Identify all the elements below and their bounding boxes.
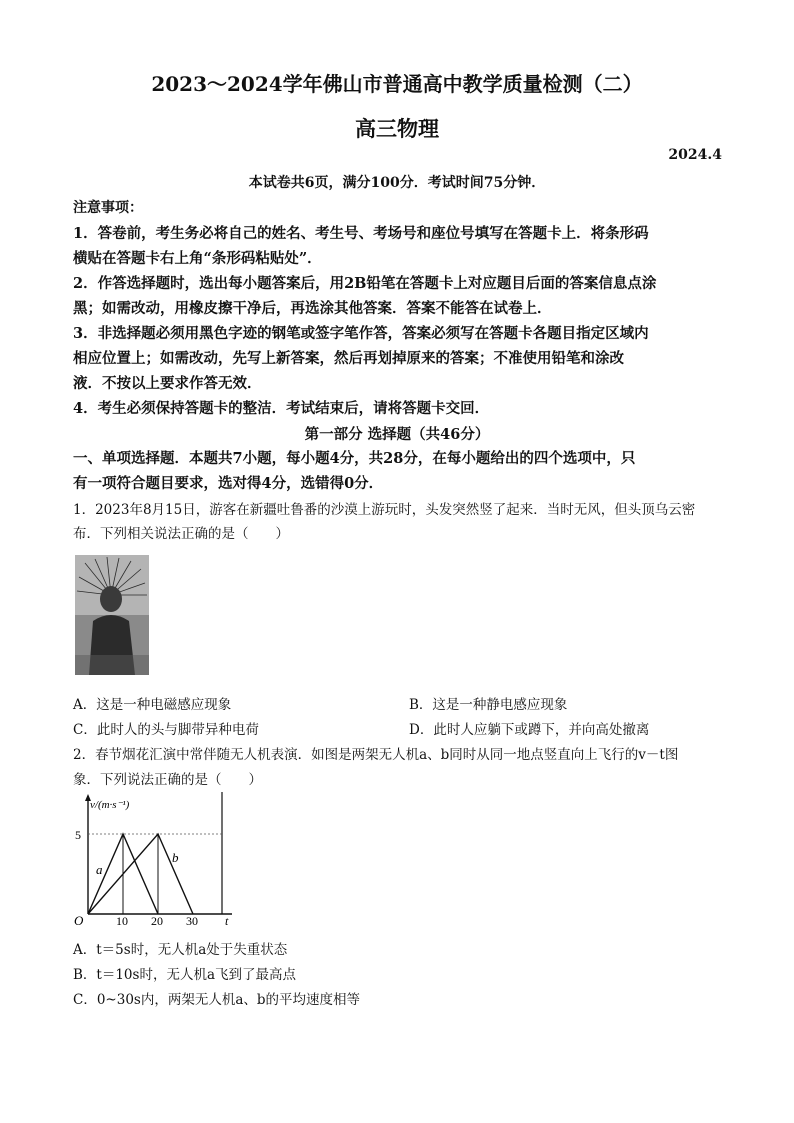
notes-line: 黑；如需改动，用橡皮擦干净后，再选涂其他答案．答案不能答在试卷上． bbox=[73, 300, 552, 317]
exam-subject: 高三物理 bbox=[355, 116, 439, 141]
q1-option-c[interactable]: C．此时人的头与脚带异种电荷 bbox=[73, 722, 259, 738]
notes-line: 2．作答选择题时，选出每小题答案后，用2B铅笔在答题卡上对应题目后面的答案信息点涂 bbox=[73, 275, 657, 292]
graph-y-tick: 5 bbox=[75, 828, 81, 842]
section-title: 第一部分 选择题（共46分） bbox=[304, 426, 490, 443]
notes-line: 液．不按以上要求作答无效． bbox=[73, 375, 262, 392]
graph-x-tick: 30 bbox=[186, 914, 198, 928]
question-1-stem: 1．2023年8月15日，游客在新疆吐鲁番的沙漠上游玩时，头发突然竖了起来．当时无风，但头顶乌云密 bbox=[73, 502, 696, 518]
question-1-stem: 布．下列相关说法正确的是（ ） bbox=[73, 526, 289, 542]
exam-info: 本试卷共6页，满分100分．考试时间75分钟． bbox=[248, 175, 546, 191]
q1-option-a[interactable]: A．这是一种电磁感应现象 bbox=[73, 697, 232, 713]
q2-option-b[interactable]: B．t＝10s时，无人机a飞到了最高点 bbox=[73, 967, 297, 983]
graph-label-a: a bbox=[96, 862, 103, 877]
notes-line: 3．非选择题必须用黑色字迹的钢笔或签字笔作答，答案必须写在答题卡各题目指定区域内 bbox=[73, 325, 649, 342]
notes-line: 1．答卷前，考生务必将自己的姓名、考生号、考场号和座位号填写在答题卡上．将条形码 bbox=[73, 225, 649, 242]
exam-date: 2024.4 bbox=[668, 147, 722, 163]
graph-x-tick: 20 bbox=[151, 914, 163, 928]
section-instruction: 有一项符合题目要求，选对得4分，选错得0分． bbox=[73, 475, 384, 492]
notes-line: 4．考生必须保持答题卡的整洁．考试结束后，请将答题卡交回． bbox=[73, 400, 490, 417]
question-2-stem: 2．春节烟花汇演中常伴随无人机表演．如图是两架无人机a、b同时从同一地点竖直向上飞行的v－t图 bbox=[73, 747, 679, 763]
q2-option-c[interactable]: C．0~30s内，两架无人机a、b的平均速度相等 bbox=[73, 992, 361, 1008]
graph-xlabel: t bbox=[225, 914, 229, 928]
graph-ylabel: v/(m·s⁻¹) bbox=[90, 799, 130, 811]
exam-title: 2023～2024学年佛山市普通高中教学质量检测（二） bbox=[151, 72, 643, 96]
q2-option-a[interactable]: A．t＝5s时，无人机a处于失重状态 bbox=[73, 942, 288, 958]
notes-heading: 注意事项： bbox=[73, 200, 143, 216]
vt-graph bbox=[70, 792, 240, 930]
section-instruction: 一、单项选择题．本题共7小题，每小题4分，共28分，在每小题给出的四个选项中，只 bbox=[73, 450, 636, 467]
notes-line: 横贴在答题卡右上角“条形码粘贴处”． bbox=[73, 250, 322, 267]
hair-standing-photo bbox=[75, 555, 149, 675]
question-2-stem: 象．下列说法正确的是（ ） bbox=[73, 772, 262, 788]
graph-origin: O bbox=[74, 913, 84, 928]
notes-line: 相应位置上；如需改动，先写上新答案，然后再划掉原来的答案；不准使用铅笔和涂改 bbox=[73, 350, 624, 367]
q1-option-b[interactable]: B．这是一种静电感应现象 bbox=[409, 697, 568, 713]
q1-option-d[interactable]: D．此时人应躺下或蹲下，并向高处撤离 bbox=[409, 722, 650, 738]
graph-x-tick: 10 bbox=[116, 914, 128, 928]
graph-label-b: b bbox=[172, 850, 179, 865]
